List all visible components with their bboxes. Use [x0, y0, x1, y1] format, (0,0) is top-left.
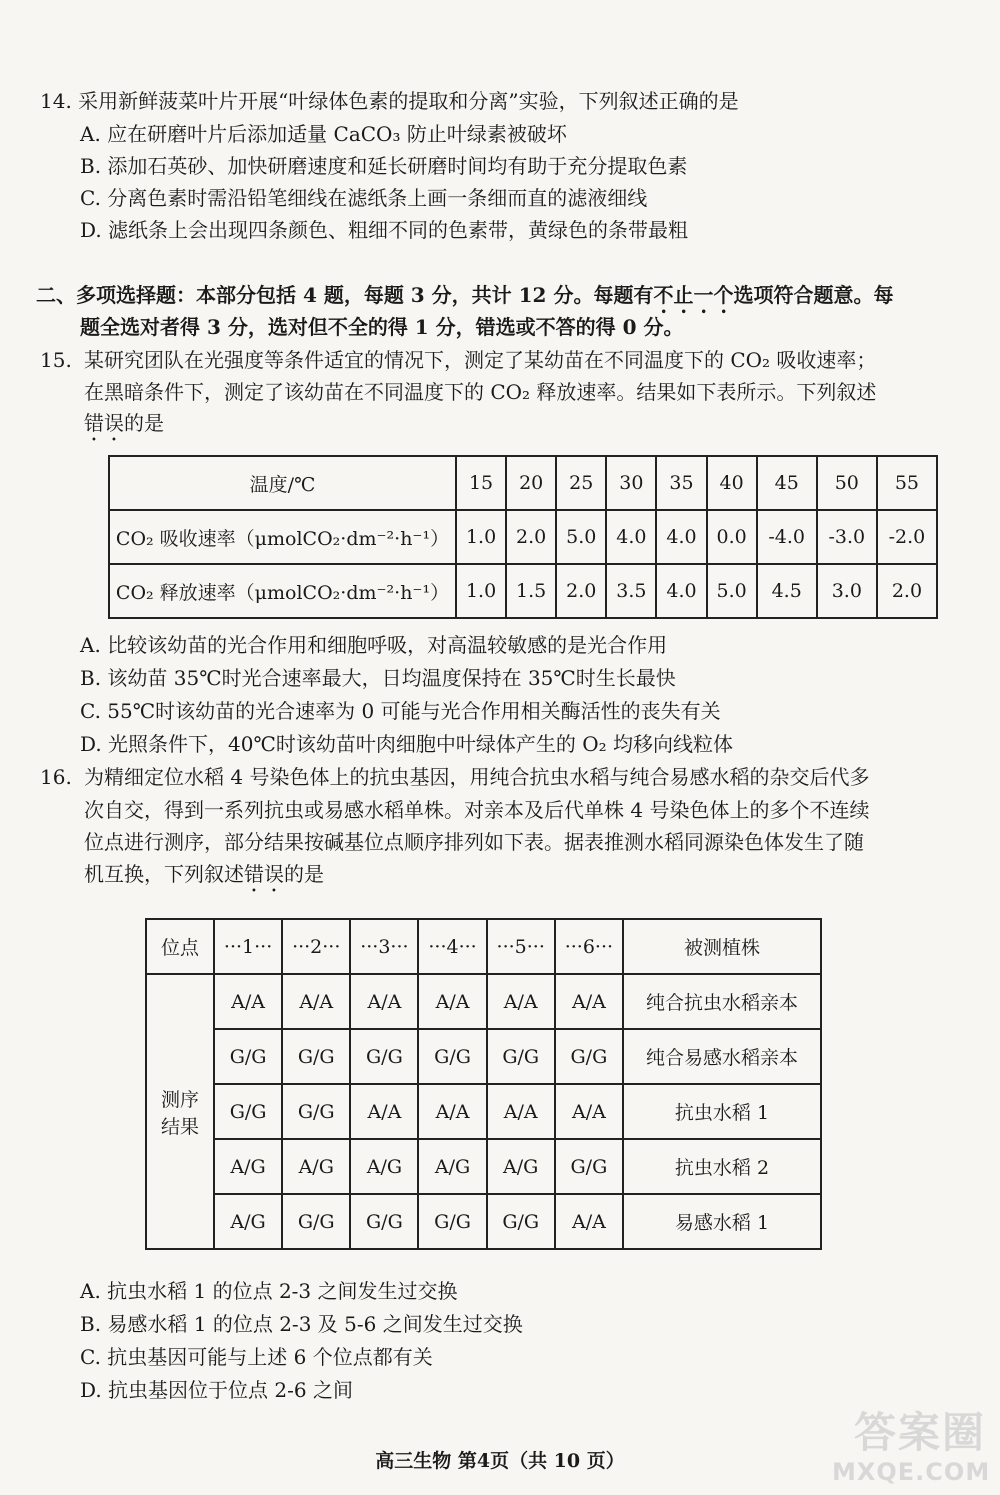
- absorption-rate-label: CO₂ 吸收速率（μmolCO₂·dm⁻²·h⁻¹）: [109, 510, 456, 564]
- genotype-cell: G/G: [350, 1194, 418, 1249]
- table-row: [146, 1194, 821, 1249]
- site-cell: ···6···: [555, 919, 623, 974]
- value-cell: 1.5: [506, 564, 556, 618]
- site-cell: ···4···: [418, 919, 486, 974]
- value-cell: 2.0: [556, 564, 606, 618]
- genotype-cell: A/A: [487, 1084, 555, 1139]
- genotype-cell: G/G: [282, 1029, 350, 1084]
- result-label-line1: 测序: [160, 1088, 199, 1111]
- q14-option-a: A. 应在研磨叶片后添加适量 CaCO₃ 防止叶绿素被破坏: [80, 122, 567, 146]
- genotype-cell: A/G: [487, 1139, 555, 1194]
- genotype-cell: A/A: [555, 974, 623, 1029]
- q16-option-a: A. 抗虫水稻 1 的位点 2-3 之间发生过交换: [80, 1279, 458, 1303]
- table-row: [146, 1084, 821, 1139]
- genotype-cell: A/G: [214, 1194, 282, 1249]
- q15-option-a: A. 比较该幼苗的光合作用和细胞呼吸，对高温较敏感的是光合作用: [80, 633, 668, 657]
- genotype-cell: A/A: [418, 1084, 486, 1139]
- table-row: [146, 1139, 821, 1194]
- genotype-cell: G/G: [214, 1084, 282, 1139]
- site-header: 位点: [146, 919, 214, 974]
- watermark-logo: [818, 1400, 991, 1490]
- genotype-cell: A/A: [214, 974, 282, 1029]
- genotype-cell: G/G: [282, 1194, 350, 1249]
- value-cell: -2.0: [877, 510, 937, 564]
- temp-cell: 55: [877, 456, 937, 510]
- q16-emphasis: 错误: [244, 862, 284, 886]
- q14-option-d: D. 滤纸条上会出现四条颜色、粗细不同的色素带，黄绿色的条带最粗: [80, 218, 689, 242]
- genotype-cell: A/A: [350, 974, 418, 1029]
- watermark-url: MXQE.COM: [832, 1458, 991, 1486]
- genotype-cell: A/G: [350, 1139, 418, 1194]
- value-cell: 3.5: [606, 564, 656, 618]
- value-cell: 1.0: [456, 510, 506, 564]
- result-label-line2: 结果: [160, 1115, 199, 1138]
- sequencing-result-label: [146, 974, 214, 1249]
- genotype-cell: G/G: [555, 1139, 623, 1194]
- value-cell: 4.0: [656, 564, 706, 618]
- table-row: [109, 564, 937, 618]
- q16-sequencing-table: [145, 918, 822, 1250]
- temp-cell: 40: [707, 456, 757, 510]
- genotype-cell: G/G: [418, 1194, 486, 1249]
- genotype-cell: A/A: [555, 1084, 623, 1139]
- q16-stem-line1: [40, 762, 869, 792]
- q16-option-b: B. 易感水稻 1 的位点 2-3 及 5-6 之间发生过交换: [80, 1312, 523, 1336]
- q16-stem-line2: 次自交，得到一系列抗虫或易感水稻单株。对亲本及后代单株 4 号染色体上的多个不连续: [84, 798, 870, 822]
- q15-line3-text: 的是: [124, 411, 164, 435]
- temp-cell: 30: [606, 456, 656, 510]
- genotype-cell: G/G: [555, 1029, 623, 1084]
- genotype-cell: A/A: [418, 974, 486, 1029]
- genotype-cell: A/G: [418, 1139, 486, 1194]
- temp-cell: 15: [456, 456, 506, 510]
- temp-cell: 20: [506, 456, 556, 510]
- watermark-text: 答案圈: [854, 1408, 987, 1457]
- q14-option-b: B. 添加石英砂、加快研磨速度和延长研磨时间均有助于充分提取色素: [80, 154, 688, 178]
- q16-stem-line3: 位点进行测序，部分结果按碱基位点顺序排列如下表。据表推测水稻同源染色体发生了随: [84, 830, 864, 854]
- q15-data-table: [108, 455, 938, 619]
- temp-cell: 50: [817, 456, 877, 510]
- q16-line1-text: 为精细定位水稻 4 号染色体上的抗虫基因，用纯合抗虫水稻与纯合易感水稻的杂交后代多: [84, 765, 870, 789]
- temperature-header: 温度/℃: [109, 456, 456, 510]
- genotype-cell: G/G: [487, 1194, 555, 1249]
- genotype-cell: A/A: [282, 974, 350, 1029]
- genotype-cell: G/G: [214, 1029, 282, 1084]
- value-cell: 2.0: [506, 510, 556, 564]
- q15-number: 15.: [40, 348, 72, 372]
- site-cell: ···1···: [214, 919, 282, 974]
- value-cell: 4.0: [656, 510, 706, 564]
- table-row: [146, 1029, 821, 1084]
- q15-emphasis: 错误: [84, 411, 124, 435]
- q14-option-c: C. 分离色素时需沿铅笔细线在滤纸条上画一条细而直的滤液细线: [80, 186, 648, 210]
- value-cell: 1.0: [456, 564, 506, 618]
- value-cell: 4.5: [757, 564, 817, 618]
- q15-line1-text: 某研究团队在光强度等条件适宜的情况下，测定了某幼苗在不同温度下的 CO₂ 吸收速率；: [84, 348, 877, 372]
- section2-text-post: 选项符合题意。每: [733, 283, 894, 307]
- section2-text-pre: 二、多项选择题：本部分包括 4 题，每题 3 分，共计 12 分。每题有: [36, 283, 654, 307]
- value-cell: -4.0: [757, 510, 817, 564]
- section2-emphasis: 不止一个: [653, 283, 734, 307]
- q15-option-c: C. 55℃时该幼苗的光合速率为 0 可能与光合作用相关酶活性的丧失有关: [80, 699, 721, 723]
- q16-stem-line4: [84, 859, 324, 897]
- site-cell: ···5···: [487, 919, 555, 974]
- genotype-cell: A/G: [214, 1139, 282, 1194]
- q15-option-d: D. 光照条件下，40℃时该幼苗叶肉细胞中叶绿体产生的 O₂ 均移向线粒体: [80, 732, 733, 756]
- plant-cell: 抗虫水稻 2: [623, 1139, 821, 1194]
- section2-instructions-line2: 题全选对者得 3 分，选对但不全的得 1 分，错选或不答的得 0 分。: [80, 315, 684, 339]
- q14-stem: 14. 采用新鲜菠菜叶片开展“叶绿体色素的提取和分离”实验，下列叙述正确的是: [40, 89, 739, 113]
- q16-option-d: D. 抗虫基因位于位点 2-6 之间: [80, 1378, 353, 1402]
- table-row: [109, 456, 937, 510]
- table-row: [146, 919, 821, 974]
- genotype-cell: A/A: [487, 974, 555, 1029]
- value-cell: 3.0: [817, 564, 877, 618]
- q16-number: 16.: [40, 765, 72, 789]
- page-footer: 高三生物 第4页（共 10 页）: [375, 1450, 625, 1472]
- value-cell: 5.0: [556, 510, 606, 564]
- site-cell: ···2···: [282, 919, 350, 974]
- plant-cell: 抗虫水稻 1: [623, 1084, 821, 1139]
- temp-cell: 35: [656, 456, 706, 510]
- value-cell: 4.0: [606, 510, 656, 564]
- value-cell: 0.0: [707, 510, 757, 564]
- plant-header: 被测植株: [623, 919, 821, 974]
- genotype-cell: A/A: [350, 1084, 418, 1139]
- genotype-cell: A/A: [555, 1194, 623, 1249]
- genotype-cell: G/G: [282, 1084, 350, 1139]
- genotype-cell: G/G: [487, 1029, 555, 1084]
- release-rate-label: CO₂ 释放速率（μmolCO₂·dm⁻²·h⁻¹）: [109, 564, 456, 618]
- temp-cell: 25: [556, 456, 606, 510]
- site-cell: ···3···: [350, 919, 418, 974]
- plant-cell: 易感水稻 1: [623, 1194, 821, 1249]
- temp-cell: 45: [757, 456, 817, 510]
- genotype-cell: G/G: [418, 1029, 486, 1084]
- value-cell: -3.0: [817, 510, 877, 564]
- q16-option-c: C. 抗虫基因可能与上述 6 个位点都有关: [80, 1345, 433, 1369]
- value-cell: 2.0: [877, 564, 937, 618]
- table-row: [109, 510, 937, 564]
- genotype-cell: A/G: [282, 1139, 350, 1194]
- table-row: [146, 974, 821, 1029]
- q16-line4-pre: 机互换，下列叙述: [84, 862, 244, 886]
- value-cell: 5.0: [707, 564, 757, 618]
- q15-stem-line1: [40, 345, 876, 375]
- q15-stem-line3: [84, 408, 164, 446]
- q16-line4-post: 的是: [284, 862, 324, 886]
- plant-cell: 纯合易感水稻亲本: [623, 1029, 821, 1084]
- q15-stem-line2: 在黑暗条件下，测定了该幼苗在不同温度下的 CO₂ 释放速率。结果如下表所示。下列叙述: [84, 380, 877, 404]
- plant-cell: 纯合抗虫水稻亲本: [623, 974, 821, 1029]
- genotype-cell: G/G: [350, 1029, 418, 1084]
- q15-option-b: B. 该幼苗 35℃时光合速率最大，日均温度保持在 35℃时生长最快: [80, 666, 676, 690]
